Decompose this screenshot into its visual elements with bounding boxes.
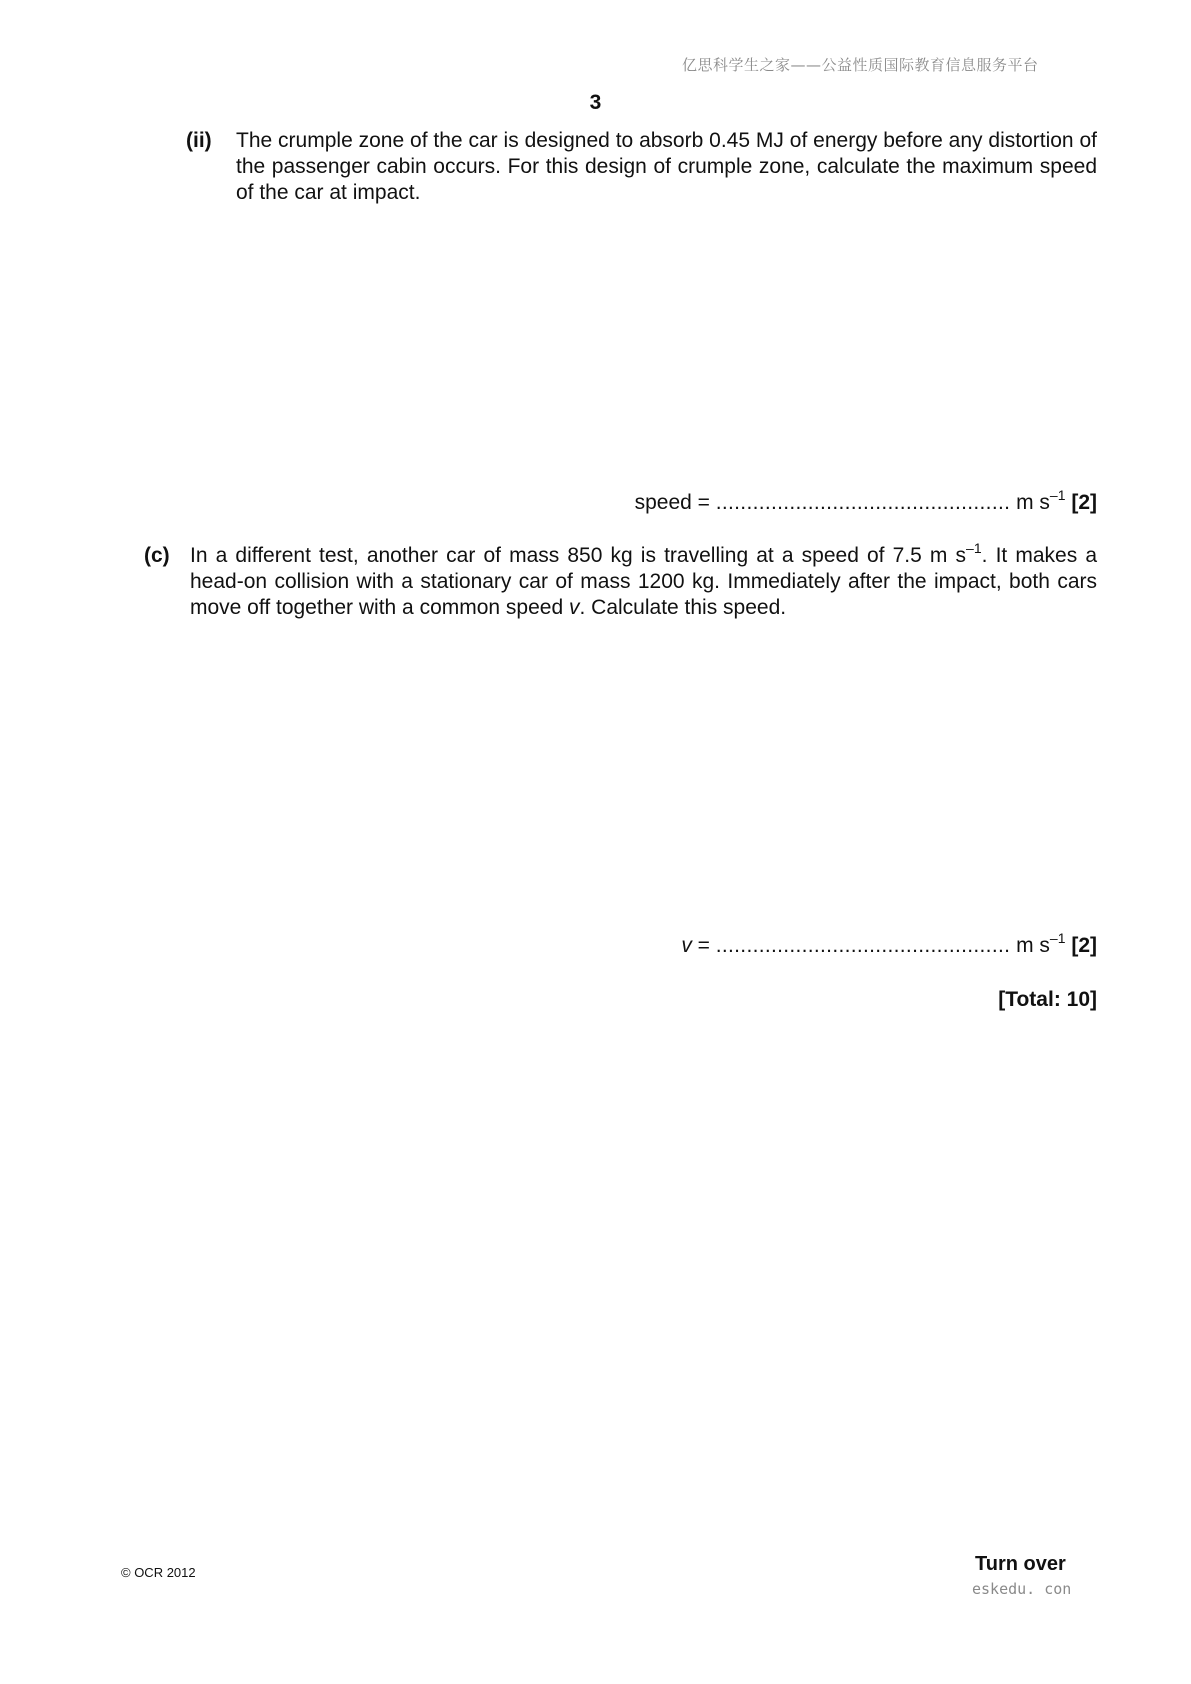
- answer-unit-exponent: –1: [1049, 487, 1066, 503]
- answer-marks: [2]: [1071, 934, 1097, 957]
- footer-copyright: © OCR 2012: [121, 1565, 196, 1580]
- answer-dots[interactable]: ................................................: [715, 491, 1011, 514]
- footer-watermark: eskedu. con: [972, 1580, 1072, 1598]
- question-text-c-variable: v: [568, 596, 580, 619]
- answer-unit-exponent: –1: [1049, 930, 1066, 946]
- header-watermark: 亿思科学生之家——公益性质国际教育信息服务平台: [682, 56, 1039, 74]
- question-text-c: [190, 540, 1097, 621]
- question-text-c-exponent: –1: [966, 540, 982, 556]
- answer-marks: [2]: [1071, 491, 1097, 514]
- question-text-c-part2: . It makes a head-on collision with a stationary car of mass 1200 kg. Immediately after the impact, both cars move off together with a common speed: [190, 544, 1097, 619]
- page-number: 3: [589, 91, 602, 114]
- footer-turn-over: Turn over: [975, 1553, 1066, 1575]
- question-text-ii: The crumple zone of the car is designed to absorb 0.45 MJ of energy before any distortion of the passenger cabin occurs. For this design of crumple zone, calculate the maximum speed of the car at impact.: [236, 129, 1097, 204]
- answer-unit: m s: [1016, 934, 1050, 957]
- question-text-c-part1: In a different test, another car of mass 850 kg is travelling at a speed of 7.5 m s: [190, 544, 967, 567]
- answer-variable: v: [681, 934, 692, 957]
- answer-dots[interactable]: ................................................: [715, 934, 1011, 957]
- answer-equals: =: [691, 934, 710, 957]
- total-marks: [Total: 10]: [998, 988, 1097, 1011]
- answer-prefix: speed =: [634, 491, 710, 514]
- question-text-c-part3: . Calculate this speed.: [579, 596, 787, 619]
- answer-unit: m s: [1016, 491, 1050, 514]
- answer-line-v: [681, 930, 1097, 958]
- question-label-c: (c): [144, 544, 170, 567]
- question-label-ii: (ii): [186, 129, 212, 152]
- answer-line-speed: [634, 487, 1097, 515]
